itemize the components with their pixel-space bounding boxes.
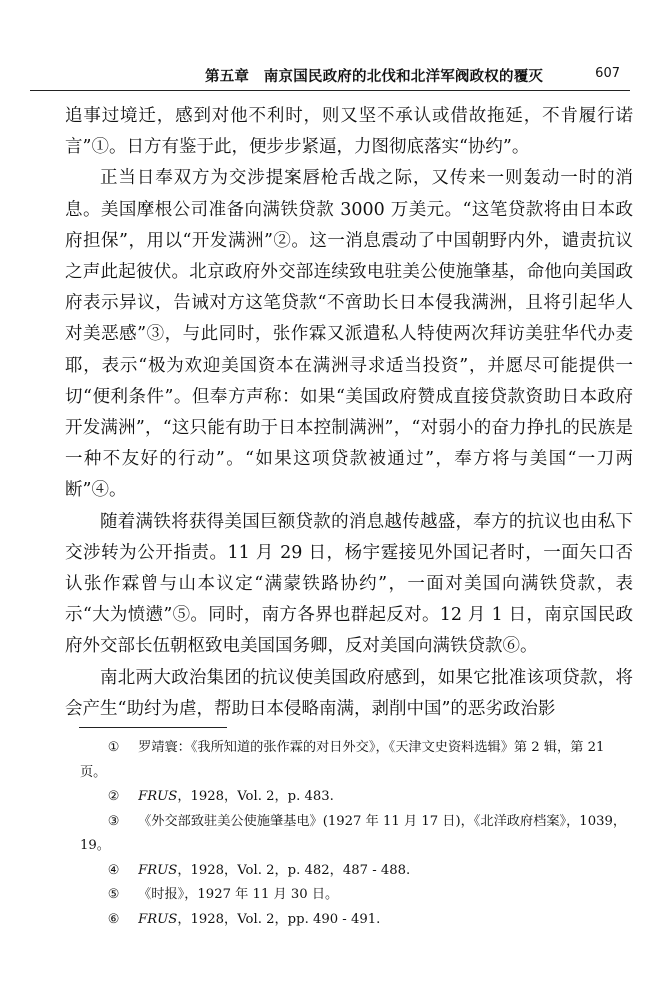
footnote-mark: ② [107,789,120,804]
header-rule [30,90,630,91]
footnote-mark: ③ [107,813,120,829]
footnote [80,736,632,785]
paragraph: 追事过境迁，感到对他不利时，则又坚不承认或借故拖延，不肯履行诺言”①。日方有鉴于此，便步步紧逼，力图彻底落实“协约”。 [65,106,633,158]
footnote-source-title: FRUS [138,862,178,878]
page-number: 607 [595,66,620,81]
footnote-mark: ⑤ [107,887,120,902]
footnote [80,908,632,933]
footnote-mark: ① [107,740,120,755]
footnote-text: ，1928，Vol. 2，pp. 490 - 491. [177,911,381,927]
footnote [80,883,632,908]
footnote-separator [79,727,227,728]
paragraph: 南北两大政治集团的抗议使美国政府感到，如果它批准该项贷款，将会产生“助纣为虐，帮助日本侵略南满，剥削中国”的恶劣政治影 [65,667,633,719]
footnote-source-title: FRUS [138,789,178,804]
footnote-mark: ⑥ [107,911,120,927]
running-head [30,60,630,90]
footnote-text: 《外交部致驻美公使施肇基电》(1927 年 11 月 17 日)，《北洋政府档案》，1039，19。 [80,813,627,853]
footnote [80,859,632,884]
footnote [80,810,632,859]
footnote-text: ，1928，Vol. 2，p. 483. [177,789,334,804]
footnotes [80,736,632,932]
paragraph: 随着满铁将获得美国巨额贷款的消息越传越盛，奉方的抗议也由私下交涉转为公开指责。11 月 29 日，杨宇霆接见外国记者时，一面矢口否认张作霖曾与山本议定“满蒙铁路协约”，一面对美国向满铁贷款，表示“大为愤懑”⑤。同时，南方各界也群起反对。12 月 1 日，南京国民政府外交部长伍朝枢致电美国国务卿，反对美国向满铁贷款⑥。 [65,511,633,657]
footnote-mark: ④ [107,862,120,878]
footnote-text: 罗靖寰：《我所知道的张作霖的对日外交》，《天津文史资料选辑》第 2 辑，第 21 页。 [80,740,605,780]
paragraph: 正当日奉双方为交涉提案唇枪舌战之际，又传来一则轰动一时的消息。美国摩根公司准备向满铁贷款 3000 万美元。“这笔贷款将由日本政府担保”，用以“开发满洲”②。这一消息震动了中国朝野内外，谴责抗议之声此起彼伏。北京政府外交部连续致电驻美公使施肇基，命他向美国政府表示异议，告诫对方这笔贷款“不啻助长日本侵我满洲，且将引起华人对美恶感”③，与此同时，张作霖又派遣私人特使两次拜访美驻华代办麦耶，表示“极为欢迎美国资本在满洲寻求适当投资”，并愿尽可能提供一切“便利条件”。但奉方声称：如果“美国政府赞成直接贷款资助日本政府开发满洲”，“这只能有助于日本控制满洲”，“对弱小的奋力挣扎的民族是一种不友好的行动”。“如果这项贷款被通过”，奉方将与美国“一刀两断”④。 [65,168,633,501]
footnote-text: 《时报》，1927 年 11 月 30 日。 [138,887,339,902]
footnote-source-title: FRUS [138,911,178,927]
footnote-text: ，1928，Vol. 2，p. 482，487 - 488. [177,862,411,878]
footnote [80,785,632,810]
body-text [65,101,633,725]
chapter-title: 第五章 南京国民政府的北伐和北洋军阀政权的覆灭 [205,69,544,85]
